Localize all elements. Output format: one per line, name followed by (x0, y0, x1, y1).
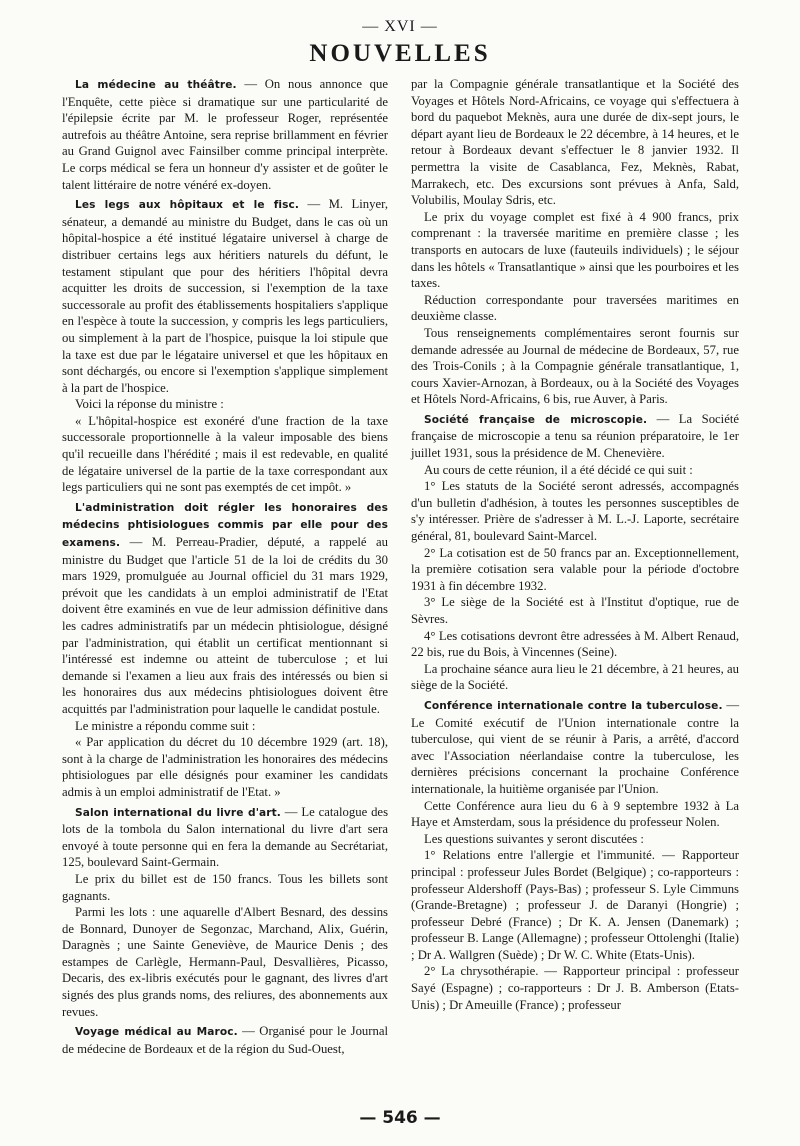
article-title: Conférence internationale contre la tuberculose. (424, 699, 723, 712)
list-item: 2° La chrysothérapie. — Rapporteur principal : professeur Sayé (Espagne) ; co-rapporteurs : Dr J. B. Amberson (Etats-Unis) ; Dr Ameuille (France) ; professeur (411, 964, 739, 1012)
article-legs-hopitaux (62, 196, 388, 396)
article-body: — Le Comité exécutif de l'Union internationale contre la tuberculose, qui vient de se réunir à Paris, a arrêté, d'accord avec l'Association néerlandaise contre la tuberculose, les dernières précisions concernant la prochaine Conférence internationale, la huitième organisée par l'Union. (411, 697, 740, 796)
article-conference-tuberculose (411, 697, 739, 798)
page-roman-numeral: — XVI — (362, 18, 438, 35)
paragraph: Voici la réponse du ministre : (75, 397, 224, 412)
quote-paragraph: « L'hôpital-hospice est exonéré d'une fraction de la taxe successorale proportionnelle à la valeur imposable des biens qu'il recueille dans l'hérédité ; mais il est redevable, en qualité de légataire universel de la partie de la taxe correspondant aux legs particuliers qui ne sont pas exemptés de cet impôt. » (62, 413, 388, 495)
list-item: 3° Le siège de la Société est à l'Institut d'optique, rue de Sèvres. (411, 595, 739, 626)
article-title: Les legs aux hôpitaux et le fisc. (75, 199, 300, 212)
article-body: — M. Linyer, sénateur, a demandé au ministre du Budget, dans le cas où un hôpital-hospice a été institué légataire universel à charge de distribuer certains legs aux héritiers naturels du défunt, le testament stipulant que pour des héritiers l'hôpital devra acquitter les droits de succession, si l'exemption de la taxe successorale au profit des établissements hospitaliers s'applique en l'espèce à toute la succession, y compris les legs particuliers, ou simplement à la part de l'hospice, puisque la loi stipule que la taxe est due par le légataire universel et que les hôpitaux en sont déchargés, ou encore si l'exemption s'applique simplement à la part de l'hospice. (62, 197, 389, 395)
paragraph: Tous renseignements complémentaires seront fournis sur demande adressée au Journal de médecine de Bordeaux, 57, rue des Trois-Conils ; à la Compagnie générale transatlantique, 1, cours Xavier-Arnozan, à Bordeaux, ou à la Société des Voyages et Hôtels Nord-Africains, 6 bis, rue Auver, à Paris. (411, 325, 739, 407)
article-administration-honoraires (62, 499, 388, 718)
article-title: Société française de microscopie. (424, 413, 648, 426)
article-body: — Le catalogue des lots de la tombola du Salon international du livre d'art sera envoyé à toute personne qui en fera la demande au Secrétariat, 125, boulevard Saint-Germain. (62, 804, 389, 870)
list-item: 4° Les cotisations devront être adressées à M. Albert Renaud, 22 bis, rue du Bois, à Vincennes (Seine). (411, 628, 739, 660)
article-title: L'administration doit régler les honoraires des médecins phtisiologues commis par elle pour des examens. (62, 501, 388, 550)
article-title: La médecine au théâtre. (75, 79, 237, 91)
list-item: 1° Relations entre l'allergie et l'immunité. — Rapporteur principal : professeur Jules Bordet (Belgique) ; co-rapporteurs : professeur Aldershoff (Pays-Bas) ; professeur S. Lyle Cimmuns (Grande-Bretagne) ; professeur J. de Daranyi (Hongrie) ; professeur Debré (France) ; Dr K. A. Jensen (Danemark) ; professeur B. Lange (Allemagne) ; professeur Ottolenghi (Italie) ; Dr A. Wallgren (Suède) ; Dr W. C. White (Etats-Unis). (411, 848, 739, 962)
left-column (62, 76, 388, 1057)
article-body: — Organisé pour le Journal de médecine de Bordeaux et de la région du Sud-Ouest, (62, 1024, 388, 1056)
paragraph: Les questions suivantes y seront discutées : (424, 831, 644, 846)
quote-paragraph: « Par application du décret du 10 décembre 1929 (art. 18), sont à la charge de l'administration les honoraires des médecins phtisiologues par elle désignés pour examiner les candidats admis à un emploi administratif de l'Etat. » (62, 735, 388, 799)
paragraph: Le prix du voyage complet est fixé à 4 900 francs, prix comprenant : la traversée maritime en première classe ; les transports en autocars de luxe (fauteuils individuels) ; le séjour dans les hôtels « Transatlantique » ainsi que les pourboires et les taxes. (411, 209, 739, 291)
article-voyage-maroc (62, 1023, 388, 1057)
paragraph: Le prix du billet est de 150 francs. Tous les billets sont gagnants. (62, 871, 388, 903)
article-title: Voyage médical au Maroc. (75, 1026, 238, 1039)
paragraph: Au cours de cette réunion, il a été décidé ce qui suit : (424, 462, 693, 477)
paragraph: par la Compagnie générale transatlantique et la Société des Voyages et Hôtels Nord-Africains, ce voyage qui s'effectuera à bord du paquebot Meknès, aura une durée de dix-sept jours, le départ ayant lieu de Bordeaux le 22 décembre, à 14 heures, et le retour à Bordeaux devant s'effectuer le 8 janvier 1932. Il permettra la visite de Casablanca, Fez, Meknès, Rabat, Marrakech, etc. Des excursions sont prévues à Anfa, Sald, Volubilis, Moulay Sdris, etc. (411, 77, 739, 208)
article-body: — On nous annonce que l'Enquête, cette pièce si dramatique sur une particularité de l'épilepsie écrite par M. le professeur Roger, représentée autrefois au théâtre Antoine, sera reprise brillamment en février au Grand Guignol avec Fainsilber comme principal interprète. Le corps médical se fera un honneur d'y assister et de goûter le talent littéraire de notre vénéré ex-doyen. (62, 77, 388, 192)
page-number: — 546 — (359, 1108, 441, 1128)
paragraph: La prochaine séance aura lieu le 21 décembre, à 21 heures, au siège de la Société. (411, 661, 739, 693)
article-medecine-theatre (62, 76, 388, 193)
article-body: — M. Perreau-Pradier, député, a rappelé au ministre du Budget que l'article 51 de la loi de crédits du 30 mars 1929, promulguée au Journal officiel du 31 mars 1929, prévoit que les candidats à un emploi administratif de l'Etat doivent être examinés en vue de leur admission définitive dans les cadres administratifs par un médecin phtisiologue, désigné par l'administration, qui établit un certificat mentionnant si l'intéressé est indemne ou atteint de tuberculose ; et lui demande si l'examen a lieu aux frais des intéressés ou bien si les honoraires dus aux médecins phtisiologues doivent être acquittés par l'administration pour laquelle le candidat postule. (62, 535, 388, 716)
article-societe-microscopie (411, 411, 739, 462)
article-salon-livre-art (62, 804, 388, 871)
paragraph: Cette Conférence aura lieu du 6 à 9 septembre 1932 à La Haye et Amsterdam, sous la présidence du professeur Nolen. (411, 798, 739, 830)
paragraph: Parmi les lots : une aquarelle d'Albert Besnard, des dessins de Bonnard, Dunoyer de Segonzac, Marchand, Alix, Guérin, Daragnès ; une Sainte Geneviève, de Maurice Denis ; des estampes de Carlègle, Hermann-Paul, Desvallières, Picasso, Decaris, des ex-libris exécutés pour le gagnant, des livres d'art signés des plus grands noms, des reliures, des abonnements aux revues. (62, 905, 388, 1019)
article-title: Salon international du livre d'art. (75, 806, 281, 819)
paragraph: Le ministre a répondu comme suit : (75, 718, 256, 733)
paragraph: Réduction correspondante pour traversées maritimes en deuxième classe. (411, 292, 739, 324)
list-item: 1° Les statuts de la Société seront adressés, accompagnés d'un bulletin d'adhésion, à toutes les personnes susceptibles de s'y intéresser. Prière de s'adresser à M. L.-J. Laporte, secrétaire général, 81, boulevard Saint-Marcel. (411, 479, 739, 544)
article-body: — La Société française de microscopie a tenu sa réunion préparatoire, le 1er juillet 1931, sous la présidence de M. Chenevière. (411, 411, 739, 461)
list-item: 2° La cotisation est de 50 francs par an. Exceptionnellement, la première cotisation sera valable pour la période d'octobre 1931 à fin décembre 1932. (411, 545, 739, 593)
page-heading: NOUVELLES (309, 40, 491, 67)
right-column (411, 76, 739, 1013)
